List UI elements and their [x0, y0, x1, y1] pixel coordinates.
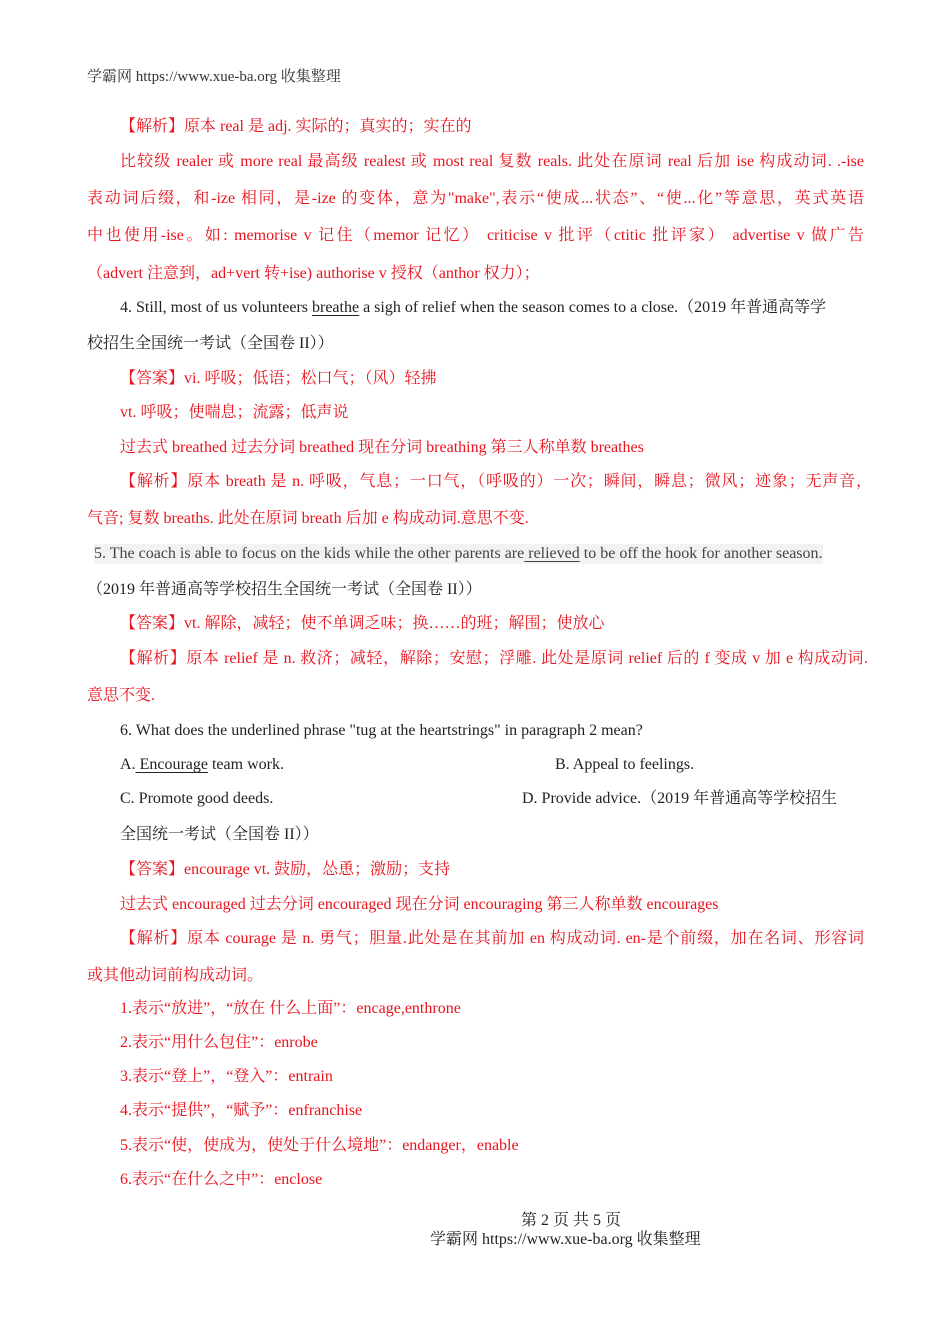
q6-analysis-line-1: 【解析】原本 courage 是 n. 勇气；胆量.此处是在其前加 en 构成动词. en-是个前缀，加在名词、形容词 — [120, 930, 864, 947]
q3-analysis-line-2: 比较级 realer 或 more real 最高级 realest 或 most real 复数 reals. 此处在原词 real 后加 ise 构成动词. .-ise — [120, 153, 864, 170]
q5-sentence — [94, 544, 823, 564]
q5-analysis-line-1: 【解析】原本 relief 是 n. 救济；减轻，解除；安慰；浮雕. 此处是原词 relief 后的 f 变成 v 加 e 构成动词. — [120, 650, 868, 667]
q6-option-a — [120, 755, 284, 775]
prefix-usage-item-4: 4.表示“提供”，“赋予”：enfranchise — [120, 1102, 363, 1119]
prefix-usage-item-5: 5.表示“使，使成为，使处于什么境地”：endanger，enable — [120, 1137, 519, 1154]
q6-option-a-letter: A. — [120, 756, 136, 773]
q4-answer-line-2: vt. 呼吸；使喘息；流露；低声说 — [120, 404, 349, 421]
prefix-usage-item-6: 6.表示“在什么之中”：enclose — [120, 1171, 323, 1188]
q3-analysis-line-1: 【解析】原本 real 是 adj. 实际的；真实的；实在的 — [120, 118, 472, 135]
q4-sentence-end: a sigh of relief when the season comes to a close.（2019 年普通高等学 — [359, 299, 827, 316]
q4-analysis-line-2: 气音; 复数 breaths. 此处在原词 breath 后加 e 构成动词.意思不变. — [87, 510, 529, 527]
q6-option-a-underlined-word: Encourage — [135, 756, 208, 773]
q6-verb-forms: 过去式 encouraged 过去分词 encouraged 现在分词 encouraging 第三人称单数 encourages — [120, 896, 719, 913]
q3-analysis-line-5: （advert 注意到，ad+vert 转+ise) authorise v 授权（anthor 权力）； — [87, 265, 540, 282]
q5-answer: 【答案】vt. 解除，减轻；使不单调乏味；换……的班；解围；使放心 — [120, 615, 605, 632]
q4-source: 校招生全国统一考试（全国卷 II）） — [87, 335, 334, 352]
q4-answer-line-1: 【答案】vi. 呼吸；低语；松口气；（风）轻拂 — [120, 370, 437, 387]
page-header: 学霸网 https://www.xue-ba.org 收集整理 — [87, 69, 341, 85]
q5-sentence-start: 5. The coach is able to focus on the kids while the other parents are — [94, 545, 525, 562]
q6-option-b: B. Appeal to feelings. — [555, 756, 695, 773]
prefix-usage-item-3: 3.表示“登上”，“登入”：entrain — [120, 1068, 333, 1085]
prefix-usage-item-2: 2.表示“用什么包住”：enrobe — [120, 1034, 318, 1051]
q4-analysis-line-1: 【解析】原本 breath 是 n. 呼吸，气息；一口气，（呼吸的）一次；瞬间，瞬息；微风；迹象；无声音， — [120, 473, 872, 490]
q4-sentence-start: 4. Still, most of us volunteers — [120, 299, 312, 316]
q6-option-d: D. Provide advice.（2019 年普通高等学校招生 — [522, 790, 838, 807]
q4-verb-forms: 过去式 breathed 过去分词 breathed 现在分词 breathing 第三人称单数 breathes — [120, 439, 644, 456]
q6-option-a-rest: team work. — [207, 756, 284, 773]
q6-source: 全国统一考试（全国卷 II）） — [120, 826, 319, 843]
q5-source: （2019 年普通高等学校招生全国统一考试（全国卷 II）） — [87, 581, 482, 598]
q5-sentence-end: to be off the hook for another season. — [579, 545, 823, 562]
page-number: 第 2 页 共 5 页 — [521, 1212, 622, 1229]
q6-analysis-line-2: 或其他动词前构成动词。 — [87, 967, 264, 984]
q5-underlined-word: relieved — [524, 545, 580, 562]
page-footer: 学霸网 https://www.xue-ba.org 收集整理 — [430, 1231, 701, 1248]
prefix-usage-item-1: 1.表示“放进”，“放在 什么上面”：encage,enthrone — [120, 1000, 461, 1017]
q3-analysis-line-4: 中也使用-ise。如: memorise v 记住（memor 记忆） criticise v 批评（ctitic 批评家） advertise v 做广告 — [87, 227, 864, 244]
q6-option-c: C. Promote good deeds. — [120, 790, 274, 807]
q5-analysis-line-2: 意思不变. — [87, 687, 156, 704]
q6-question: 6. What does the underlined phrase "tug at the heartstrings" in paragraph 2 mean? — [120, 722, 643, 739]
q6-answer: 【答案】encourage vt. 鼓励，怂恿；激励；支持 — [120, 861, 451, 878]
q4-sentence — [120, 298, 826, 318]
q4-underlined-word: breathe — [312, 299, 360, 316]
q3-analysis-line-3: 表动词后缀，和-ize 相同，是-ize 的变体，意为"make",表示“使成...状态”、“使...化”等意思，英式英语 — [87, 190, 864, 207]
